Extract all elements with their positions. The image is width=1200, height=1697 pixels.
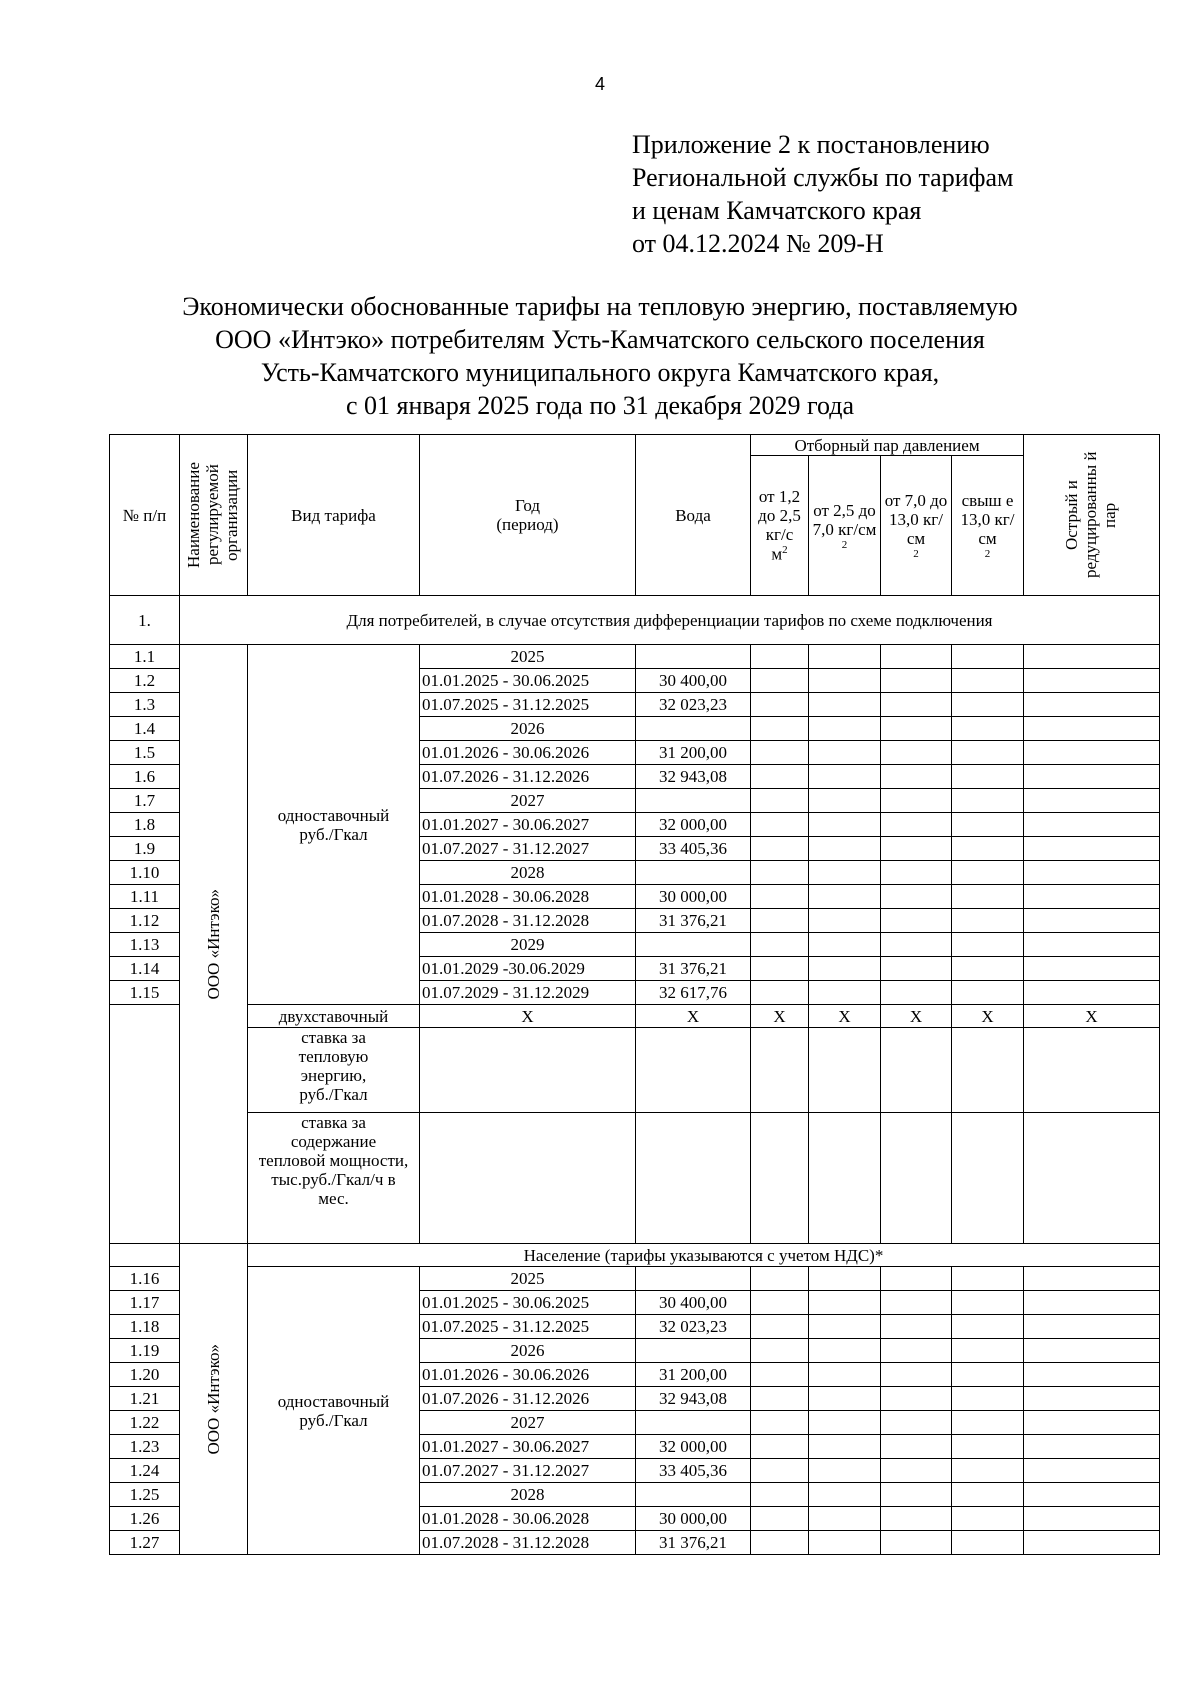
row-number: 1.23: [110, 1435, 180, 1459]
table-row: [110, 1028, 1160, 1113]
empty-cell: [1024, 765, 1160, 789]
section2-label: Население (тарифы указываются с учетом НДС)*: [248, 1244, 1160, 1267]
row-number: 1.18: [110, 1315, 180, 1339]
period-cell: 01.01.2025 - 30.06.2025: [420, 669, 636, 693]
x-mark: X: [952, 1005, 1024, 1028]
water-value: 32 023,23: [636, 1315, 751, 1339]
empty-cell: [952, 789, 1024, 813]
table-row: [110, 1244, 1160, 1267]
empty-cell: [110, 1244, 180, 1267]
appendix-line: Региональной службы по тарифам: [632, 163, 1014, 192]
empty-cell: [751, 813, 809, 837]
row-number: 1.5: [110, 741, 180, 765]
empty-cell: [952, 645, 1024, 669]
empty-cell: [881, 1411, 952, 1435]
empty-cell: [952, 1291, 1024, 1315]
org-name-vertical: ООО «Интэко»: [204, 888, 223, 1000]
row-number: 1.3: [110, 693, 180, 717]
water-value: 33 405,36: [636, 837, 751, 861]
empty-cell: [881, 765, 952, 789]
appendix-line: от 04.12.2024 № 209-Н: [632, 229, 884, 258]
document-title: [100, 290, 1100, 422]
empty-cell: [809, 957, 881, 981]
table-row: [110, 1267, 1160, 1291]
water-value: 32 000,00: [636, 1435, 751, 1459]
table-row: [110, 645, 1160, 669]
empty-cell: [952, 861, 1024, 885]
period-cell: 2029: [420, 933, 636, 957]
water-value: [636, 1483, 751, 1507]
x-mark: X: [1024, 1005, 1160, 1028]
empty-cell: [952, 1363, 1024, 1387]
empty-cell: [881, 1267, 952, 1291]
water-value: [636, 1339, 751, 1363]
empty-cell: [809, 1113, 881, 1244]
header-sharp-steam: Острый и редуцированны й пар: [1024, 435, 1160, 596]
tariff-table: [109, 434, 1160, 1555]
empty-cell: [952, 909, 1024, 933]
row-number: 1.10: [110, 861, 180, 885]
empty-cell: [809, 1507, 881, 1531]
empty-cell: [1024, 693, 1160, 717]
period-cell: 2028: [420, 1483, 636, 1507]
x-mark: X: [751, 1005, 809, 1028]
water-value: 32 943,08: [636, 1387, 751, 1411]
row-number: 1.16: [110, 1267, 180, 1291]
rate-energy-text: ставка за тепловую энергию, руб./Гкал: [298, 1028, 369, 1104]
empty-cell: [881, 1459, 952, 1483]
empty-cell: [751, 933, 809, 957]
appendix-line: Приложение 2 к постановлению: [632, 130, 990, 159]
empty-cell: [952, 693, 1024, 717]
empty-cell: [751, 1363, 809, 1387]
header-pressure-2: от 2,5 до 7,0 кг/см 2: [809, 456, 881, 596]
empty-cell: [1024, 837, 1160, 861]
org-cell: [180, 1244, 248, 1555]
period-cell: 2025: [420, 645, 636, 669]
empty-cell: [636, 1028, 751, 1113]
appendix-line: и ценам Камчатского края: [632, 196, 922, 225]
empty-cell: [881, 1113, 952, 1244]
empty-cell: [952, 837, 1024, 861]
empty-cell: [952, 957, 1024, 981]
empty-cell: [881, 717, 952, 741]
two-rate-label: двухставочный: [248, 1005, 420, 1028]
header-num: № п/п: [110, 435, 180, 596]
empty-cell: [952, 1507, 1024, 1531]
empty-cell: [751, 1507, 809, 1531]
period-cell: 01.07.2026 - 31.12.2026: [420, 1387, 636, 1411]
empty-cell: [751, 1459, 809, 1483]
empty-cell: [881, 1507, 952, 1531]
empty-cell: [881, 669, 952, 693]
empty-cell: [952, 981, 1024, 1005]
period-cell: 01.07.2028 - 31.12.2028: [420, 909, 636, 933]
water-value: 32 023,23: [636, 693, 751, 717]
row-number: 1.8: [110, 813, 180, 837]
period-cell: 01.01.2026 - 30.06.2026: [420, 741, 636, 765]
empty-cell: [1024, 861, 1160, 885]
period-cell: 01.07.2026 - 31.12.2026: [420, 765, 636, 789]
empty-cell: [809, 765, 881, 789]
period-cell: 01.07.2028 - 31.12.2028: [420, 1531, 636, 1555]
header-tariff-type: Вид тарифа: [248, 435, 420, 596]
empty-cell: [1024, 1387, 1160, 1411]
water-value: [636, 933, 751, 957]
empty-cell: [1024, 717, 1160, 741]
empty-cell: [1024, 1113, 1160, 1244]
period-cell: 01.01.2027 - 30.06.2027: [420, 813, 636, 837]
empty-cell: [881, 837, 952, 861]
page-number: 4: [594, 74, 605, 94]
empty-cell: [809, 693, 881, 717]
empty-cell: [881, 813, 952, 837]
empty-cell: [1024, 1531, 1160, 1555]
empty-cell: [809, 1531, 881, 1555]
empty-cell: [809, 1363, 881, 1387]
empty-cell: [881, 1339, 952, 1363]
empty-cell: [1024, 669, 1160, 693]
empty-cell: [751, 1531, 809, 1555]
empty-cell: [809, 741, 881, 765]
empty-cell: [1024, 909, 1160, 933]
period-cell: 01.01.2026 - 30.06.2026: [420, 1363, 636, 1387]
empty-cell: [881, 957, 952, 981]
empty-cell: [110, 1005, 180, 1244]
empty-cell: [881, 1483, 952, 1507]
empty-cell: [1024, 741, 1160, 765]
title-line: Экономически обоснованные тарифы на тепловую энергию, поставляемую: [182, 292, 1018, 321]
water-value: [636, 861, 751, 885]
empty-cell: [751, 1291, 809, 1315]
empty-cell: [809, 645, 881, 669]
water-value: 30 400,00: [636, 669, 751, 693]
empty-cell: [881, 1387, 952, 1411]
row-number: 1.1: [110, 645, 180, 669]
section1-num: 1.: [110, 596, 180, 645]
empty-cell: [1024, 1435, 1160, 1459]
water-value: 31 376,21: [636, 957, 751, 981]
x-mark: X: [809, 1005, 881, 1028]
empty-cell: [751, 837, 809, 861]
empty-cell: [1024, 933, 1160, 957]
tariff-type-label: одноставочный руб./Гкал: [277, 805, 390, 844]
empty-cell: [952, 813, 1024, 837]
water-value: 30 000,00: [636, 1507, 751, 1531]
row-number: 1.17: [110, 1291, 180, 1315]
water-value: 31 200,00: [636, 1363, 751, 1387]
tariff-type-single: [248, 645, 420, 1005]
empty-cell: [751, 1028, 809, 1113]
row-number: 1.4: [110, 717, 180, 741]
period-cell: 01.07.2029 - 31.12.2029: [420, 981, 636, 1005]
empty-cell: [751, 1387, 809, 1411]
appendix-reference: [632, 128, 1013, 260]
period-cell: 2027: [420, 1411, 636, 1435]
empty-cell: [809, 789, 881, 813]
header-year: Год (период): [420, 435, 636, 596]
header-pressure-4: свыш е 13,0 кг/см 2: [952, 456, 1024, 596]
tariff-type-label: одноставочный руб./Гкал: [277, 1391, 390, 1430]
row-number: 1.20: [110, 1363, 180, 1387]
water-value: 31 200,00: [636, 741, 751, 765]
empty-cell: [952, 765, 1024, 789]
water-value: [636, 1411, 751, 1435]
empty-cell: [751, 1435, 809, 1459]
empty-cell: [809, 933, 881, 957]
empty-cell: [881, 981, 952, 1005]
empty-cell: [952, 1028, 1024, 1113]
row-number: 1.21: [110, 1387, 180, 1411]
period-cell: 01.07.2025 - 31.12.2025: [420, 1315, 636, 1339]
water-value: [636, 645, 751, 669]
empty-cell: [809, 861, 881, 885]
row-number: 1.2: [110, 669, 180, 693]
org-cell: [180, 645, 248, 1244]
header-pressure-1: от 1,2 до 2,5 кг/с $м^2$: [751, 456, 809, 596]
water-value: [636, 789, 751, 813]
empty-cell: [751, 981, 809, 1005]
empty-cell: [881, 741, 952, 765]
empty-cell: [809, 1411, 881, 1435]
empty-cell: [751, 1411, 809, 1435]
row-number: 1.25: [110, 1483, 180, 1507]
table-row: [110, 1113, 1160, 1244]
empty-cell: [952, 1267, 1024, 1291]
empty-cell: [809, 813, 881, 837]
empty-cell: [809, 1459, 881, 1483]
period-cell: 01.07.2027 - 31.12.2027: [420, 837, 636, 861]
period-cell: 2027: [420, 789, 636, 813]
period-cell: 01.01.2027 - 30.06.2027: [420, 1435, 636, 1459]
empty-cell: [952, 885, 1024, 909]
empty-cell: [1024, 1339, 1160, 1363]
water-value: 30 400,00: [636, 1291, 751, 1315]
row-number: 1.26: [110, 1507, 180, 1531]
title-line: Усть-Камчатского муниципального округа Камчатского края,: [260, 358, 940, 387]
water-value: 33 405,36: [636, 1459, 751, 1483]
empty-cell: [809, 981, 881, 1005]
empty-cell: [1024, 789, 1160, 813]
empty-cell: [809, 1435, 881, 1459]
empty-cell: [420, 1028, 636, 1113]
empty-cell: [881, 1531, 952, 1555]
empty-cell: [881, 645, 952, 669]
period-cell: 2028: [420, 861, 636, 885]
empty-cell: [809, 837, 881, 861]
empty-cell: [881, 789, 952, 813]
row-number: 1.6: [110, 765, 180, 789]
title-line: ООО «Интэко» потребителям Усть-Камчатского сельского поселения: [215, 325, 985, 354]
empty-cell: [952, 1339, 1024, 1363]
water-value: 32 000,00: [636, 813, 751, 837]
header-org: Наименование регулируемой организации: [180, 435, 248, 596]
empty-cell: [751, 1483, 809, 1507]
water-value: 32 943,08: [636, 765, 751, 789]
empty-cell: [809, 1315, 881, 1339]
empty-cell: [881, 909, 952, 933]
empty-cell: [751, 717, 809, 741]
period-cell: 01.01.2029 -30.06.2029: [420, 957, 636, 981]
org-name-vertical: ООО «Интэко»: [204, 1343, 223, 1455]
empty-cell: [420, 1113, 636, 1244]
empty-cell: [952, 1435, 1024, 1459]
period-cell: 01.01.2025 - 30.06.2025: [420, 1291, 636, 1315]
empty-cell: [1024, 1411, 1160, 1435]
empty-cell: [881, 693, 952, 717]
period-cell: 2025: [420, 1267, 636, 1291]
row-number: 1.13: [110, 933, 180, 957]
header-pressure-3: от 7,0 до 13,0 кг/см 2: [881, 456, 952, 596]
empty-cell: [809, 1267, 881, 1291]
empty-cell: [1024, 1291, 1160, 1315]
row-number: 1.9: [110, 837, 180, 861]
row-number: 1.12: [110, 909, 180, 933]
empty-cell: [1024, 1483, 1160, 1507]
empty-cell: [1024, 645, 1160, 669]
tariff-type-single: [248, 1267, 420, 1555]
empty-cell: [809, 1483, 881, 1507]
empty-cell: [952, 717, 1024, 741]
empty-cell: [751, 909, 809, 933]
empty-cell: [1024, 885, 1160, 909]
empty-cell: [636, 1113, 751, 1244]
period-cell: 01.07.2025 - 31.12.2025: [420, 693, 636, 717]
water-value: [636, 717, 751, 741]
header-steam-group: Отборный пар давлением: [751, 435, 1024, 456]
rate-energy-label: [248, 1028, 420, 1113]
water-value: 31 376,21: [636, 1531, 751, 1555]
empty-cell: [952, 1113, 1024, 1244]
water-value: 32 617,76: [636, 981, 751, 1005]
empty-cell: [952, 1483, 1024, 1507]
empty-cell: [809, 909, 881, 933]
empty-cell: [952, 1459, 1024, 1483]
empty-cell: [1024, 1363, 1160, 1387]
empty-cell: [881, 1363, 952, 1387]
empty-cell: [809, 1387, 881, 1411]
empty-cell: [751, 861, 809, 885]
section1-label: Для потребителей, в случае отсутствия дифференциации тарифов по схеме подключения: [180, 596, 1160, 645]
rate-capacity-label: [248, 1113, 420, 1244]
period-cell: 01.01.2028 - 30.06.2028: [420, 885, 636, 909]
empty-cell: [809, 1291, 881, 1315]
empty-cell: [751, 741, 809, 765]
empty-cell: [1024, 1507, 1160, 1531]
empty-cell: [881, 1315, 952, 1339]
empty-cell: [952, 1315, 1024, 1339]
empty-cell: [952, 1411, 1024, 1435]
empty-cell: [751, 789, 809, 813]
table-row: [110, 1005, 1160, 1028]
water-value: 30 000,00: [636, 885, 751, 909]
empty-cell: [809, 669, 881, 693]
empty-cell: [952, 741, 1024, 765]
empty-cell: [881, 1291, 952, 1315]
empty-cell: [751, 1315, 809, 1339]
empty-cell: [809, 717, 881, 741]
row-number: 1.27: [110, 1531, 180, 1555]
row-number: 1.19: [110, 1339, 180, 1363]
empty-cell: [881, 1435, 952, 1459]
x-mark: X: [636, 1005, 751, 1028]
empty-cell: [952, 669, 1024, 693]
title-line: с 01 января 2025 года по 31 декабря 2029 года: [345, 391, 855, 420]
header-water: Вода: [636, 435, 751, 596]
empty-cell: [1024, 957, 1160, 981]
row-number: 1.14: [110, 957, 180, 981]
empty-cell: [1024, 1315, 1160, 1339]
period-cell: 01.01.2028 - 30.06.2028: [420, 1507, 636, 1531]
empty-cell: [751, 645, 809, 669]
empty-cell: [881, 885, 952, 909]
water-value: 31 376,21: [636, 909, 751, 933]
empty-cell: [751, 765, 809, 789]
row-number: 1.11: [110, 885, 180, 909]
empty-cell: [809, 885, 881, 909]
period-cell: 01.07.2027 - 31.12.2027: [420, 1459, 636, 1483]
empty-cell: [751, 1267, 809, 1291]
period-cell: 2026: [420, 1339, 636, 1363]
empty-cell: [751, 957, 809, 981]
water-value: [636, 1267, 751, 1291]
row-number: 1.24: [110, 1459, 180, 1483]
empty-cell: [809, 1028, 881, 1113]
empty-cell: [751, 885, 809, 909]
empty-cell: [809, 1339, 881, 1363]
period-cell: 2026: [420, 717, 636, 741]
empty-cell: [952, 933, 1024, 957]
empty-cell: [952, 1531, 1024, 1555]
empty-cell: [881, 933, 952, 957]
empty-cell: [1024, 1267, 1160, 1291]
x-mark: X: [881, 1005, 952, 1028]
row-number: 1.15: [110, 981, 180, 1005]
empty-cell: [751, 669, 809, 693]
rate-capacity-text: ставка за содержание тепловой мощности, тыс.руб./Гкал/ч в мес.: [258, 1113, 409, 1208]
empty-cell: [751, 1113, 809, 1244]
empty-cell: [751, 1339, 809, 1363]
empty-cell: [1024, 1459, 1160, 1483]
empty-cell: [881, 861, 952, 885]
empty-cell: [1024, 981, 1160, 1005]
empty-cell: [1024, 1028, 1160, 1113]
empty-cell: [952, 1387, 1024, 1411]
empty-cell: [1024, 813, 1160, 837]
row-number: 1.22: [110, 1411, 180, 1435]
x-mark: X: [420, 1005, 636, 1028]
empty-cell: [751, 693, 809, 717]
row-number: 1.7: [110, 789, 180, 813]
empty-cell: [881, 1028, 952, 1113]
